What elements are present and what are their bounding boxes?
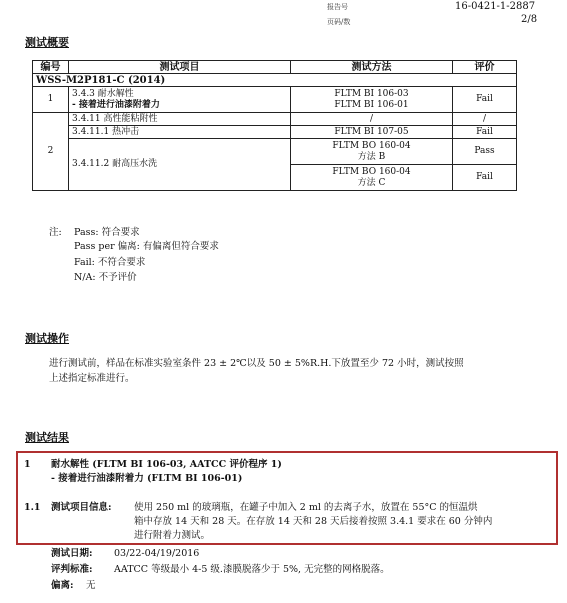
result-section-number: 1 [24,459,31,470]
row-1-method-line2: FLTM BI 106-01 [334,99,409,110]
spec-row: WSS-M2P181-C (2014) [33,74,517,87]
deviation-value: 无 [86,580,96,591]
row-1-method [291,87,453,113]
criteria-label: 评判标准: [51,564,93,575]
test-info-label: 测试项目信息: [51,502,112,513]
row-2c-method-a-line2: 方法 B [357,151,386,162]
col-header-item: 测试项目 [69,61,291,74]
report-no: 16-0421-1-2887 [455,1,536,12]
col-header-result: 评价 [453,61,517,74]
report-no-label: 报告号 [327,3,348,11]
test-info-line-2: 箱中存放 14 天和 28 天。在存放 14 天和 28 天后接着按照 3.4.1 要求在 60 分钟内 [134,516,493,527]
row-1-no: 1 [33,87,69,113]
row-2b-method: FLTM BI 107-05 [291,126,453,139]
row-2c-method-b-line2: 方法 C [357,177,386,188]
result-section-title-text: 耐水解性 (FLTM BI 106-03, AATCC 评价程序 1) [51,459,282,470]
row-2a-result: / [453,113,517,126]
operation-line-2: 上述指定标准进行。 [49,373,135,384]
test-info-line-1: 使用 250 ml 的玻璃瓶，在罐子中加入 2 ml 的去离子水，放置在 55°C 的恒温烘 [134,502,478,513]
row-2-no: 2 [33,113,69,191]
row-2c-method-a [291,139,453,165]
operation-line-1: 进行测试前，样品在标准实验室条件 23 ± 2℃以及 50 ± 5%R.H.下放置至少 72 小时，测试按照 [49,358,464,369]
operation-title: 测试操作 [25,332,69,345]
result-subsection-number: 1.1 [24,502,41,513]
deviation-label: 偏离: [51,580,74,591]
page-number: 2/8 [521,14,538,25]
row-1-result: Fail [453,87,517,113]
test-date: 03/22-04/19/2016 [114,548,200,559]
row-1-method-line1: FLTM BI 106-03 [334,88,409,99]
row-1-item-line2: - 接着进行油漆附着力 [72,99,160,110]
test-info-line-3: 进行附着力测试。 [134,530,211,541]
note-fail: Fail: 不符合要求 [74,257,146,268]
summary-table [32,60,517,191]
row-2b-result: Fail [453,126,517,139]
row-2c-method-b [291,165,453,191]
row-2b-item: 3.4.11.1 热冲击 [69,126,291,139]
result-section-title [51,458,282,472]
col-header-no: 编号 [33,61,69,74]
results-title: 测试结果 [25,431,69,444]
row-1-item-line1: 3.4.3 耐水解性 [72,88,134,99]
criteria-text: AATCC 等级最小 4-5 级.漆膜脱落少于 5%, 无完整的网格脱落。 [114,564,390,575]
note-pass: Pass: 符合要求 [74,227,140,238]
row-2c-method-b-line1: FLTM BO 160-04 [332,166,411,177]
row-2c-item: 3.4.11.2 耐高压水洗 [69,139,291,191]
result-section-subtitle: - 接着进行油漆附着力 (FLTM BI 106-01) [51,473,243,484]
notes-lead: 注: [49,227,62,238]
summary-title: 测试概要 [25,36,69,49]
page-label: 页码/数 [327,18,351,26]
row-2c-method-a-line1: FLTM BO 160-04 [332,140,411,151]
note-na: N/A: 不予评价 [74,272,137,283]
row-2a-method: / [291,113,453,126]
row-2c-result-b: Fail [453,165,517,191]
row-2a-item: 3.4.11 高性能粘附性 [69,113,291,126]
row-1-item [69,87,291,113]
row-2c-result-a: Pass [453,139,517,165]
note-pass-deviation: Pass per 偏离: 有偏离但符合要求 [74,241,219,252]
test-date-label: 测试日期: [51,548,93,559]
col-header-method: 测试方法 [291,61,453,74]
